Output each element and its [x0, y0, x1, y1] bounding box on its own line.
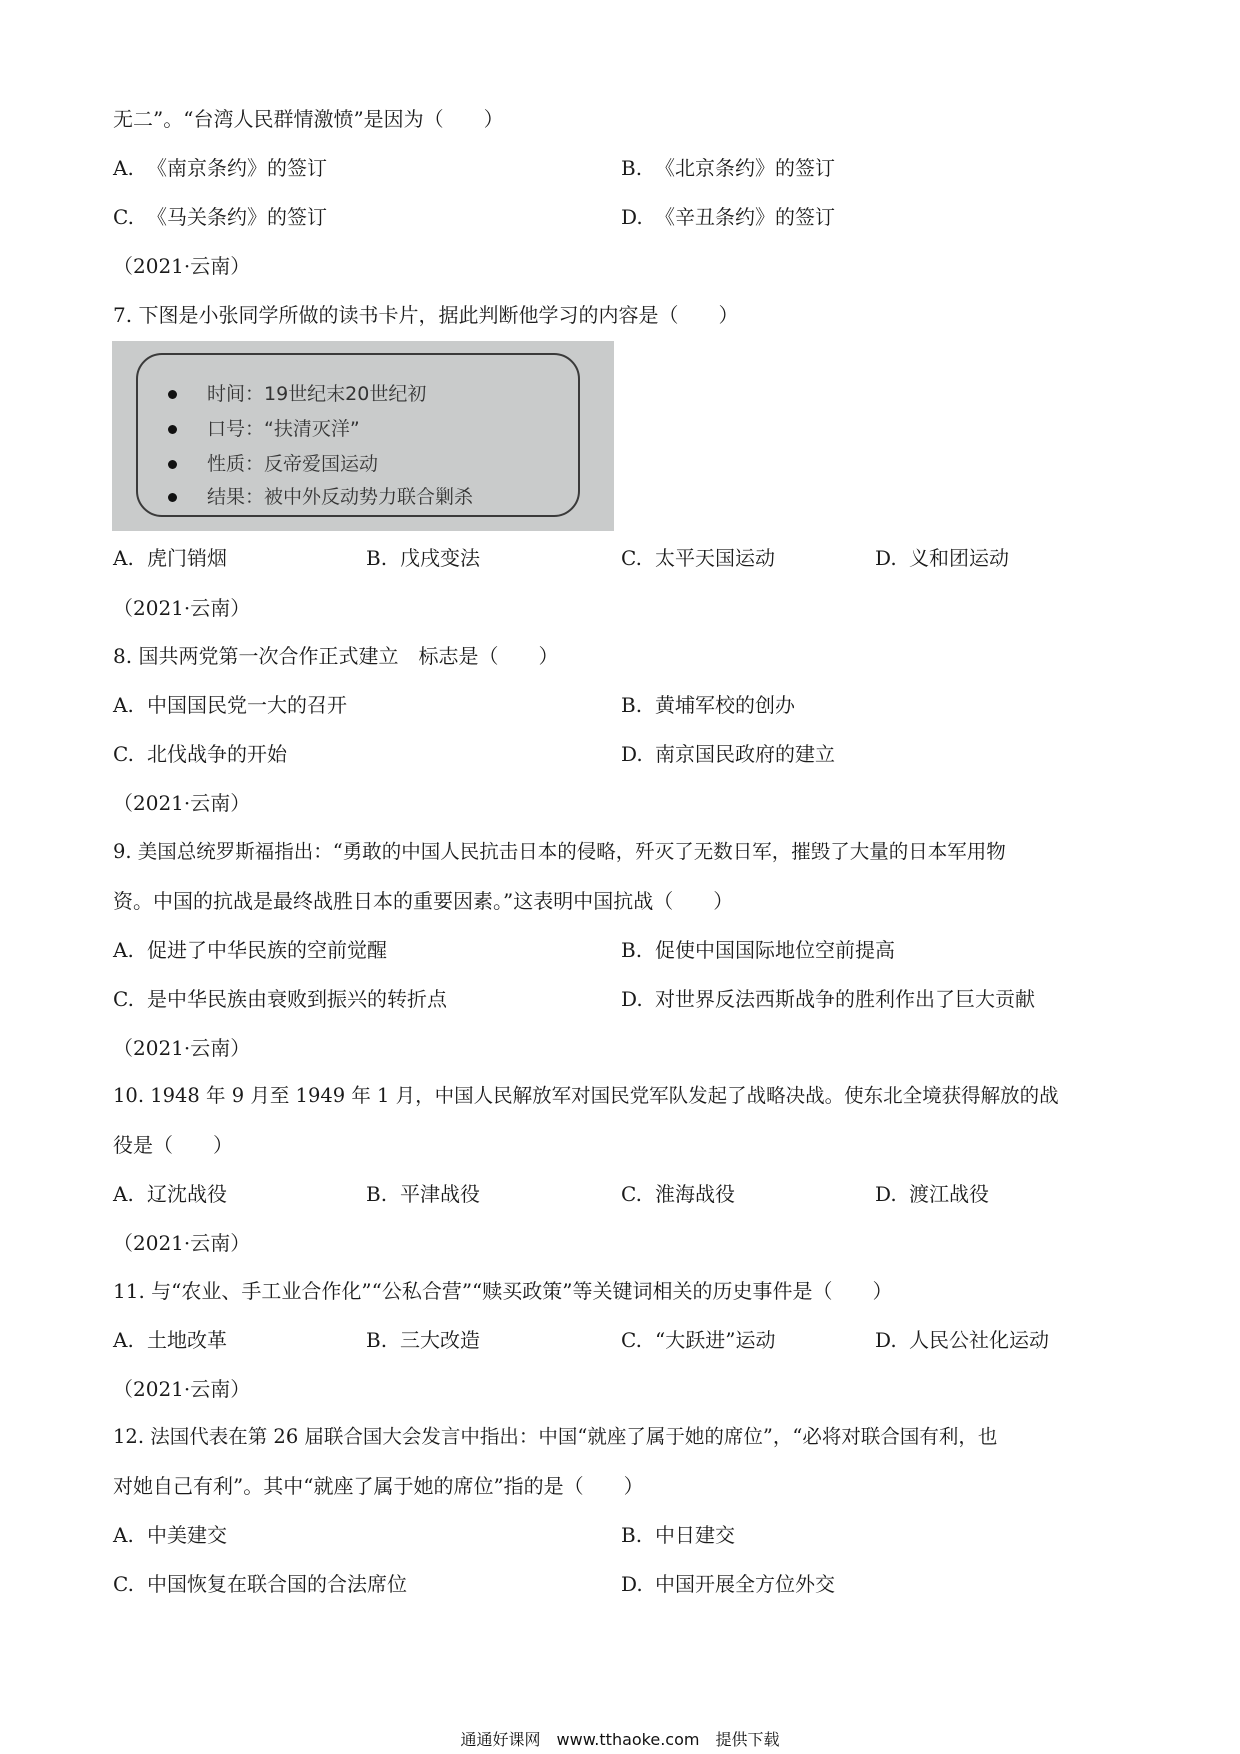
- q8-option-a[interactable]: [113, 692, 347, 718]
- q8-option-d[interactable]: [621, 741, 835, 767]
- card-item-text: 结果：被中外反动势力联合剿杀: [207, 486, 474, 508]
- option-text: 中日建交: [655, 1523, 735, 1547]
- q11-option-c[interactable]: [621, 1327, 775, 1353]
- option-text: 《马关条约》的签订: [147, 205, 327, 229]
- option-text: 中国恢复在联合国的合法席位: [147, 1572, 407, 1596]
- option-letter: B.: [621, 1523, 643, 1547]
- q11-option-b[interactable]: [366, 1327, 480, 1353]
- question-6-stem-tail: 无二”。“台湾人民群情激愤”是因为（ ）: [113, 107, 504, 131]
- q7-option-b[interactable]: [366, 545, 480, 571]
- option-text: 中美建交: [147, 1523, 227, 1547]
- option-text: 平津战役: [400, 1182, 480, 1206]
- question-source: （2021·云南）: [113, 1231, 251, 1255]
- question-source: （2021·云南）: [113, 596, 251, 620]
- option-text: 对世界反法西斯战争的胜利作出了巨大贡献: [655, 987, 1035, 1011]
- q9-option-a[interactable]: [113, 937, 387, 963]
- question-9-stem-line-2: 资。中国的抗战是最终战胜日本的重要因素。”这表明中国抗战（ ）: [113, 889, 734, 913]
- reading-card-frame: [136, 353, 580, 517]
- q6-option-b[interactable]: [621, 155, 835, 181]
- option-letter: B.: [621, 938, 643, 962]
- option-text: 辽沈战役: [147, 1182, 227, 1206]
- option-text: 南京国民政府的建立: [655, 742, 835, 766]
- q12-option-d[interactable]: [621, 1571, 835, 1597]
- option-letter: A.: [113, 1523, 134, 1547]
- option-text: 义和团运动: [909, 546, 1009, 570]
- option-text: 太平天国运动: [655, 546, 775, 570]
- card-item-slogan: [168, 418, 360, 440]
- q6-option-a[interactable]: [113, 155, 327, 181]
- question-source: （2021·云南）: [113, 791, 251, 815]
- question-8-stem: 8. 国共两党第一次合作正式建立 标志是（ ）: [113, 644, 559, 668]
- option-letter: B.: [366, 546, 388, 570]
- q12-option-c[interactable]: [113, 1571, 407, 1597]
- q8-option-b[interactable]: [621, 692, 795, 718]
- card-item-time: [168, 383, 426, 405]
- q8-option-c[interactable]: [113, 741, 287, 767]
- question-source: （2021·云南）: [113, 254, 251, 278]
- option-text: 渡江战役: [909, 1182, 989, 1206]
- q10-option-b[interactable]: [366, 1181, 480, 1207]
- card-item-text: 性质：反帝爱国运动: [207, 453, 379, 475]
- option-letter: D.: [621, 987, 643, 1011]
- card-item-nature: [168, 453, 378, 475]
- option-text: 中国国民党一大的召开: [147, 693, 347, 717]
- option-letter: B.: [621, 693, 643, 717]
- option-letter: D.: [621, 1572, 643, 1596]
- option-text: 土地改革: [147, 1328, 227, 1352]
- option-text: 淮海战役: [655, 1182, 735, 1206]
- option-text: 促进了中华民族的空前觉醒: [147, 938, 387, 962]
- option-letter: C.: [113, 987, 134, 1011]
- option-letter: A.: [113, 1328, 134, 1352]
- card-item-result: [168, 486, 473, 508]
- reading-card-image: [112, 341, 614, 531]
- q10-option-d[interactable]: [875, 1181, 989, 1207]
- option-text: 虎门销烟: [147, 546, 227, 570]
- q7-option-d[interactable]: [875, 545, 1009, 571]
- option-text: “大跃进”运动: [655, 1328, 776, 1352]
- bullet-icon: [168, 390, 177, 399]
- q11-option-a[interactable]: [113, 1327, 227, 1353]
- option-text: 是中华民族由衰败到振兴的转折点: [147, 987, 447, 1011]
- option-letter: B.: [366, 1328, 388, 1352]
- question-source: （2021·云南）: [113, 1036, 251, 1060]
- q12-option-b[interactable]: [621, 1522, 735, 1548]
- option-text: 三大改造: [400, 1328, 480, 1352]
- q7-option-a[interactable]: [113, 545, 227, 571]
- option-text: 《辛丑条约》的签订: [655, 205, 835, 229]
- option-letter: C.: [113, 205, 134, 229]
- option-text: 中国开展全方位外交: [655, 1572, 835, 1596]
- option-letter: A.: [113, 693, 134, 717]
- card-item-text: 口号：“扶清灭洋”: [207, 418, 360, 440]
- option-letter: A.: [113, 1182, 134, 1206]
- bullet-icon: [168, 460, 177, 469]
- option-letter: A.: [113, 938, 134, 962]
- q11-option-d[interactable]: [875, 1327, 1049, 1353]
- q6-option-d[interactable]: [621, 204, 835, 230]
- q12-option-a[interactable]: [113, 1522, 227, 1548]
- option-letter: D.: [875, 1182, 897, 1206]
- option-letter: C.: [113, 1572, 134, 1596]
- option-letter: B.: [621, 156, 643, 180]
- q9-option-c[interactable]: [113, 986, 447, 1012]
- option-letter: C.: [621, 1328, 642, 1352]
- q9-option-b[interactable]: [621, 937, 895, 963]
- option-letter: C.: [113, 742, 134, 766]
- question-source: （2021·云南）: [113, 1377, 251, 1401]
- question-11-stem: 11. 与“农业、手工业合作化”“公私合营”“赎买政策”等关键词相关的历史事件是（ ）: [113, 1279, 893, 1303]
- bullet-icon: [168, 425, 177, 434]
- page-footer: 通通好课网 www.tthaoke.com 提供下载: [460, 1730, 780, 1749]
- q10-option-a[interactable]: [113, 1181, 227, 1207]
- question-9-stem-line-1: 9. 美国总统罗斯福指出：“勇敢的中国人民抗击日本的侵略，歼灭了无数日军，摧毁了大量的日本军用物: [113, 840, 1006, 863]
- option-text: 促使中国国际地位空前提高: [655, 938, 895, 962]
- option-letter: D.: [621, 742, 643, 766]
- option-text: 《北京条约》的签订: [655, 156, 835, 180]
- option-text: 戊戌变法: [400, 546, 480, 570]
- option-letter: D.: [875, 1328, 897, 1352]
- option-text: 北伐战争的开始: [147, 742, 287, 766]
- card-item-text: 时间：19世纪末20世纪初: [207, 383, 427, 405]
- option-text: 人民公社化运动: [909, 1328, 1049, 1352]
- option-letter: D.: [875, 546, 897, 570]
- option-text: 黄埔军校的创办: [655, 693, 795, 717]
- option-letter: C.: [621, 546, 642, 570]
- option-letter: C.: [621, 1182, 642, 1206]
- q9-option-d[interactable]: [621, 986, 1035, 1012]
- option-text: 《南京条约》的签订: [147, 156, 327, 180]
- option-letter: D.: [621, 205, 643, 229]
- question-10-stem-line-2: 役是（ ）: [113, 1133, 233, 1157]
- option-letter: B.: [366, 1182, 388, 1206]
- question-12-stem-line-2: 对她自己有利”。其中“就座了属于她的席位”指的是（ ）: [113, 1474, 644, 1498]
- question-12-stem-line-1: 12. 法国代表在第 26 届联合国大会发言中指出：中国“就座了属于她的席位”，“必将对联合国有利，也: [113, 1425, 998, 1448]
- bullet-icon: [168, 493, 177, 502]
- q7-option-c[interactable]: [621, 545, 775, 571]
- question-10-stem-line-1: 10. 1948 年 9 月至 1949 年 1 月，中国人民解放军对国民党军队发起了战略决战。使东北全境获得解放的战: [113, 1084, 1059, 1107]
- option-letter: A.: [113, 546, 134, 570]
- q10-option-c[interactable]: [621, 1181, 735, 1207]
- option-letter: A.: [113, 156, 134, 180]
- q6-option-c[interactable]: [113, 204, 327, 230]
- question-7-stem: 7. 下图是小张同学所做的读书卡片，据此判断他学习的内容是（ ）: [113, 303, 739, 327]
